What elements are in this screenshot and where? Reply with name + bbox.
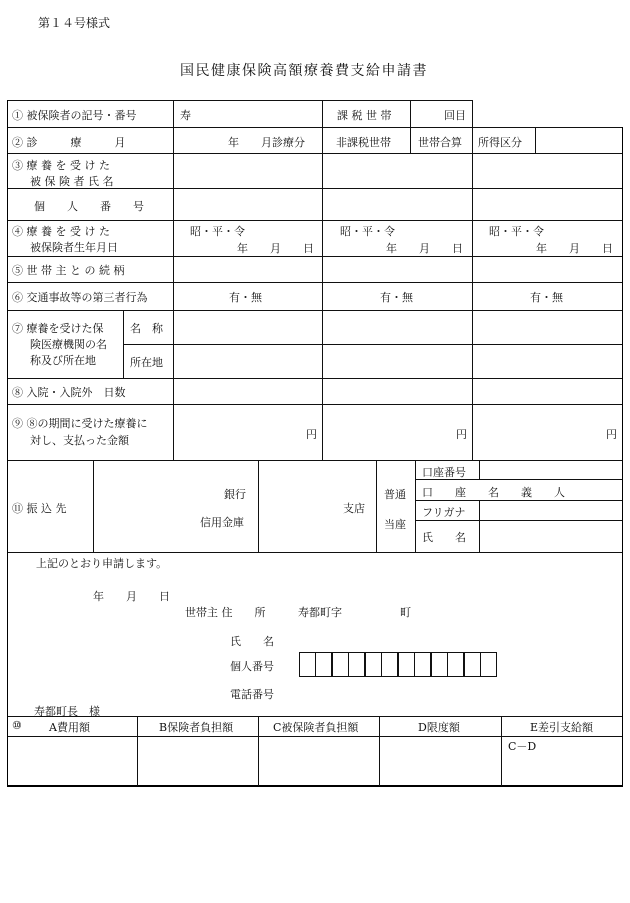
insured-number-value: 寿 (180, 109, 191, 122)
count-suffix: 回目 (444, 109, 466, 122)
digit-box[interactable] (447, 652, 464, 677)
yen-unit-1: 円 (306, 428, 317, 441)
head-address-town: 町 (400, 606, 411, 619)
head-phone-label: 電話番号 (230, 688, 274, 701)
digit-box[interactable] (365, 652, 382, 677)
birthdate-ymd-2: 年 月 日 (386, 242, 463, 255)
inpatient-days-label: ⑧ 入院・入院外 日数 (12, 386, 126, 399)
transfer-label: ⑪ 振 込 先 (12, 502, 67, 515)
summary-header-a: A費用額 (49, 721, 90, 734)
personal-number-boxes[interactable] (299, 652, 503, 677)
personal-number-label: 個 人 番 号 (34, 200, 144, 213)
third-party-option-2: 有・無 (380, 291, 413, 304)
third-party-label: ⑥ 交通事故等の第三者行為 (12, 291, 148, 304)
institution-label-1: ⑦ 療養を受けた保 (12, 322, 104, 335)
head-name-label: 氏 名 (230, 635, 274, 648)
addressee: 寿都町長 様 (34, 705, 100, 718)
birthdate-era-2: 昭・平・令 (340, 225, 395, 238)
head-id-label: 個人番号 (230, 660, 274, 673)
yen-unit-3: 円 (606, 428, 617, 441)
declaration-date: 年 月 日 (93, 590, 170, 603)
account-holder-label: 口 座 名 義 人 (422, 486, 565, 499)
birthdate-label-2: 被保険者生年月日 (30, 241, 118, 254)
digit-box[interactable] (332, 652, 349, 677)
declaration-text: 上記のとおり申請します。 (36, 557, 168, 570)
account-number-label: 口座番号 (422, 466, 466, 479)
taxed-household-label: 課 税 世 帯 (337, 109, 392, 122)
treatment-month-value: 年 月診療分 (228, 136, 305, 149)
digit-box[interactable] (464, 652, 481, 677)
ordinary-account-label: 普通 (384, 488, 406, 501)
form-title: 国民健康保険高額療養費支給申請書 (180, 63, 428, 79)
current-account-label: 当座 (384, 518, 406, 531)
yen-unit-2: 円 (456, 428, 467, 441)
digit-box[interactable] (348, 652, 365, 677)
summary-header-e: E差引支給額 (530, 721, 594, 734)
relationship-label: ⑤ 世 帯 主 と の 続 柄 (12, 264, 125, 277)
patient-name-label-1: ③ 療 養 を 受 け た (12, 159, 110, 172)
income-class-label: 所得区分 (478, 136, 522, 149)
treatment-month-label: ② 診 療 月 (12, 136, 126, 149)
credit-union-label: 信用金庫 (200, 516, 244, 529)
bank-label: 銀行 (224, 488, 246, 501)
digit-box[interactable] (414, 652, 431, 677)
digit-box[interactable] (480, 652, 497, 677)
summary-header-b: B保険者負担額 (159, 721, 234, 734)
summary-header-c: C被保険者負担額 (273, 721, 359, 734)
household-total-label: 世帯合算 (418, 136, 462, 149)
birthdate-era-1: 昭・平・令 (190, 225, 245, 238)
institution-name-label: 名 称 (130, 322, 163, 335)
institution-label-3: 称及び所在地 (30, 354, 96, 367)
furigana-label: フリガナ (422, 506, 466, 519)
third-party-option-3: 有・無 (530, 291, 563, 304)
digit-box[interactable] (299, 652, 316, 677)
form-number: 第１４号様式 (38, 16, 111, 30)
digit-box[interactable] (315, 652, 332, 677)
digit-box[interactable] (398, 652, 415, 677)
branch-label: 支店 (343, 502, 365, 515)
head-address-value: 寿都町字 (298, 606, 342, 619)
summary-formula: C－D (508, 740, 537, 753)
birthdate-label-1: ④ 療 養 を 受 け た (12, 225, 110, 238)
digit-box[interactable] (381, 652, 398, 677)
paid-amount-label-1: ⑨ ⑧の期間に受けた療養に (12, 417, 148, 430)
digit-box[interactable] (431, 652, 448, 677)
summary-header-d: D限度額 (418, 721, 460, 734)
institution-location-label: 所在地 (130, 356, 163, 369)
holder-name-label: 氏 名 (422, 531, 466, 544)
birthdate-ymd-3: 年 月 日 (536, 242, 613, 255)
insured-number-label: ① 被保険者の記号・番号 (12, 109, 137, 122)
birthdate-ymd-1: 年 月 日 (237, 242, 314, 255)
nontaxed-household-label: 非課税世帯 (336, 136, 391, 149)
institution-label-2: 険医療機関の名 (30, 338, 107, 351)
head-address-label: 世帯主 住 所 (185, 606, 266, 619)
patient-name-label-2: 被 保 険 者 氏 名 (30, 175, 114, 188)
paid-amount-label-2: 対し、支払った金額 (30, 434, 129, 447)
birthdate-era-3: 昭・平・令 (489, 225, 544, 238)
third-party-option-1: 有・無 (229, 291, 262, 304)
summary-row-label: ⑩ (12, 719, 22, 732)
